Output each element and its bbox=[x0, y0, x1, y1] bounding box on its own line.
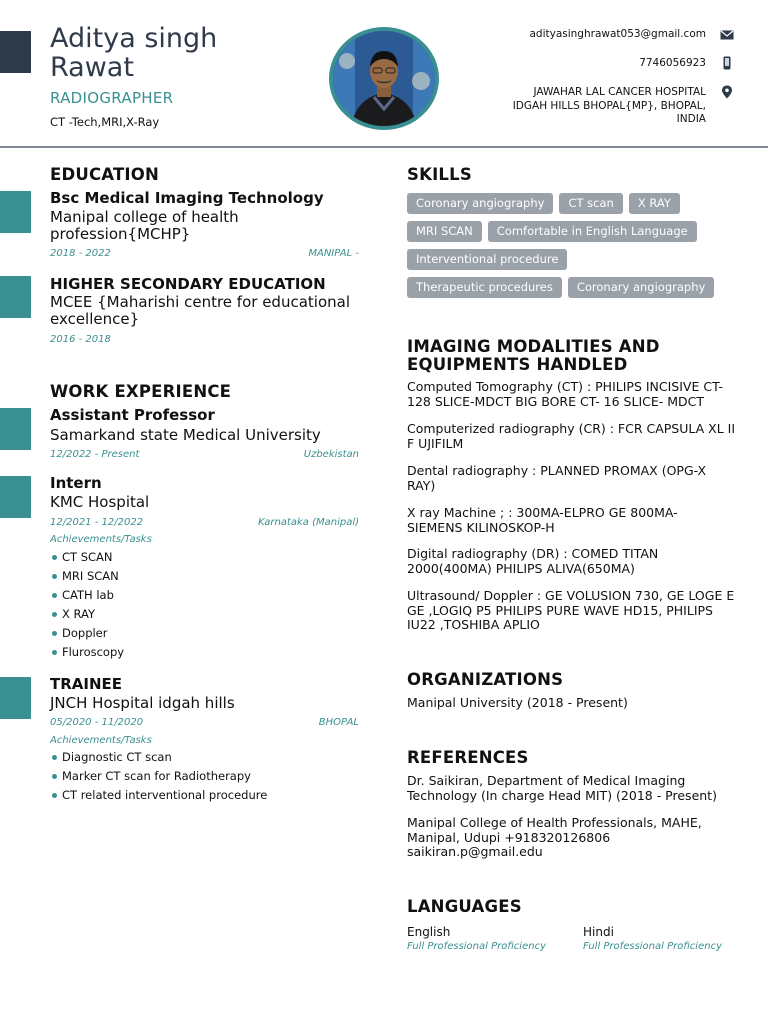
work-dates: 12/2021 - 12/2022 bbox=[50, 517, 144, 528]
task-item: CT related interventional procedure bbox=[50, 786, 267, 805]
resume-header bbox=[0, 0, 768, 148]
education-location: MANIPAL - bbox=[308, 248, 359, 259]
language-name: English bbox=[407, 925, 451, 939]
reference-item: Manipal College of Health Professionals, MAHE, Manipal, Udupi +918320126806 saikiran.p@gmail.edu bbox=[407, 815, 702, 859]
skill-tag: Coronary angiography bbox=[407, 193, 553, 214]
skills-heading: SKILLS bbox=[407, 165, 472, 184]
skill-tag: Interventional procedure bbox=[407, 249, 567, 270]
work-location: Karnataka (Manipal) bbox=[258, 517, 359, 528]
header-accent-block bbox=[0, 31, 31, 73]
location-pin-icon bbox=[720, 85, 734, 99]
language-level: Full Professional Proficiency bbox=[583, 941, 722, 952]
contact-address: JAWAHAR LAL CANCER HOSPITAL IDGAH HILLS BHOPAL{MP}, BHOPAL, INDIA bbox=[512, 86, 706, 125]
header-divider bbox=[0, 146, 768, 148]
references-heading: REFERENCES bbox=[407, 748, 529, 767]
task-item: CATH lab bbox=[50, 586, 124, 605]
work-dates: 05/2020 - 11/2020 bbox=[50, 717, 144, 728]
task-item: Fluroscopy bbox=[50, 643, 124, 662]
task-item: CT SCAN bbox=[50, 548, 124, 567]
contact-email[interactable]: adityasinghrawat053@gmail.com bbox=[529, 28, 706, 40]
candidate-name: Aditya singh Rawat bbox=[50, 23, 218, 83]
skill-tag: MRI SCAN bbox=[407, 221, 482, 242]
candidate-title: RADIOGRAPHER bbox=[50, 89, 174, 107]
imaging-item: Ultrasound/ Doppler : GE VOLUSION 730, GE LOGE E GE ,LOGIQ P5 PHILIPS PURE WAVE HD15, PHILIPS IU22 ,TOSHIBA APLIO bbox=[407, 588, 735, 632]
education-school: MCEE {Maharishi centre for educational excellence} bbox=[50, 293, 350, 328]
work-dates: 12/2022 - Present bbox=[50, 449, 140, 460]
work-org: JNCH Hospital idgah hills bbox=[50, 694, 235, 712]
work-org: KMC Hospital bbox=[50, 493, 150, 511]
education-dates: 2018 - 2022 bbox=[50, 248, 111, 259]
profile-photo bbox=[329, 27, 439, 130]
task-item: Diagnostic CT scan bbox=[50, 748, 267, 767]
language-level: Full Professional Proficiency bbox=[407, 941, 546, 952]
organizations-heading: ORGANIZATIONS bbox=[407, 670, 564, 689]
imaging-heading: IMAGING MODALITIES AND EQUIPMENTS HANDLED bbox=[407, 337, 660, 374]
education-accent-block bbox=[0, 191, 31, 233]
work-role: TRAINEE bbox=[50, 675, 123, 693]
education-dates: 2016 - 2018 bbox=[50, 334, 111, 345]
task-item: Marker CT scan for Radiotherapy bbox=[50, 767, 267, 786]
work-accent-block bbox=[0, 408, 31, 450]
skill-tag: Comfortable in English Language bbox=[488, 221, 697, 242]
work-role: Assistant Professor bbox=[50, 406, 215, 424]
education-meta bbox=[50, 248, 359, 259]
imaging-item: Computed Tomography (CT) : PHILIPS INCISIVE CT- 128 SLICE-MDCT BIG BORE CT- 16 SLICE- MDCT bbox=[407, 379, 724, 409]
education-meta bbox=[50, 334, 359, 345]
contact-phone[interactable]: 7746056923 bbox=[639, 57, 706, 69]
work-meta bbox=[50, 449, 359, 460]
skill-tag: CT scan bbox=[559, 193, 622, 214]
education-heading: EDUCATION bbox=[50, 165, 159, 184]
work-meta bbox=[50, 717, 359, 728]
work-accent-block bbox=[0, 677, 31, 719]
education-accent-block bbox=[0, 276, 31, 318]
imaging-item: Dental radiography : PLANNED PROMAX (OPG-X RAY) bbox=[407, 463, 707, 493]
work-location: Uzbekistan bbox=[303, 449, 359, 460]
education-degree: Bsc Medical Imaging Technology bbox=[50, 189, 324, 207]
work-location: BHOPAL bbox=[318, 717, 359, 728]
skill-tag: X RAY bbox=[629, 193, 680, 214]
reference-item: Dr. Saikiran, Department of Medical Imaging Technology (In charge Head MIT) (2018 - Present) bbox=[407, 773, 717, 803]
envelope-icon bbox=[720, 28, 734, 42]
work-org: Samarkand state Medical University bbox=[50, 426, 321, 444]
imaging-item: Digital radiography (DR) : COMED TITAN 2000(400MA) PHILIPS ALIVA(650MA) bbox=[407, 546, 659, 576]
education-school: Manipal college of health profession{MCHP} bbox=[50, 208, 239, 243]
achievements-label: Achievements/Tasks bbox=[50, 534, 152, 545]
organization-item: Manipal University (2018 - Present) bbox=[407, 695, 628, 710]
phone-icon bbox=[720, 56, 734, 70]
work-role: Intern bbox=[50, 474, 102, 492]
work-heading: WORK EXPERIENCE bbox=[50, 382, 232, 401]
skill-tag: Therapeutic procedures bbox=[407, 277, 562, 298]
education-degree: HIGHER SECONDARY EDUCATION bbox=[50, 275, 326, 293]
task-list bbox=[50, 548, 124, 662]
achievements-label: Achievements/Tasks bbox=[50, 735, 152, 746]
languages-heading: LANGUAGES bbox=[407, 897, 522, 916]
skills-list bbox=[407, 192, 737, 304]
task-item: MRI SCAN bbox=[50, 567, 124, 586]
language-name: Hindi bbox=[583, 925, 614, 939]
imaging-item: X ray Machine ; : 300MA-ELPRO GE 800MA-SIEMENS KILINOSKOP-H bbox=[407, 505, 678, 535]
candidate-subtitle: CT -Tech,MRI,X-Ray bbox=[50, 115, 160, 129]
task-item: Doppler bbox=[50, 624, 124, 643]
task-item: X RAY bbox=[50, 605, 124, 624]
work-accent-block bbox=[0, 476, 31, 518]
imaging-item: Computerized radiography (CR) : FCR CAPSULA XL II F UJIFILM bbox=[407, 421, 736, 451]
work-meta bbox=[50, 517, 359, 528]
task-list bbox=[50, 748, 267, 805]
skill-tag: Coronary angiography bbox=[568, 277, 714, 298]
